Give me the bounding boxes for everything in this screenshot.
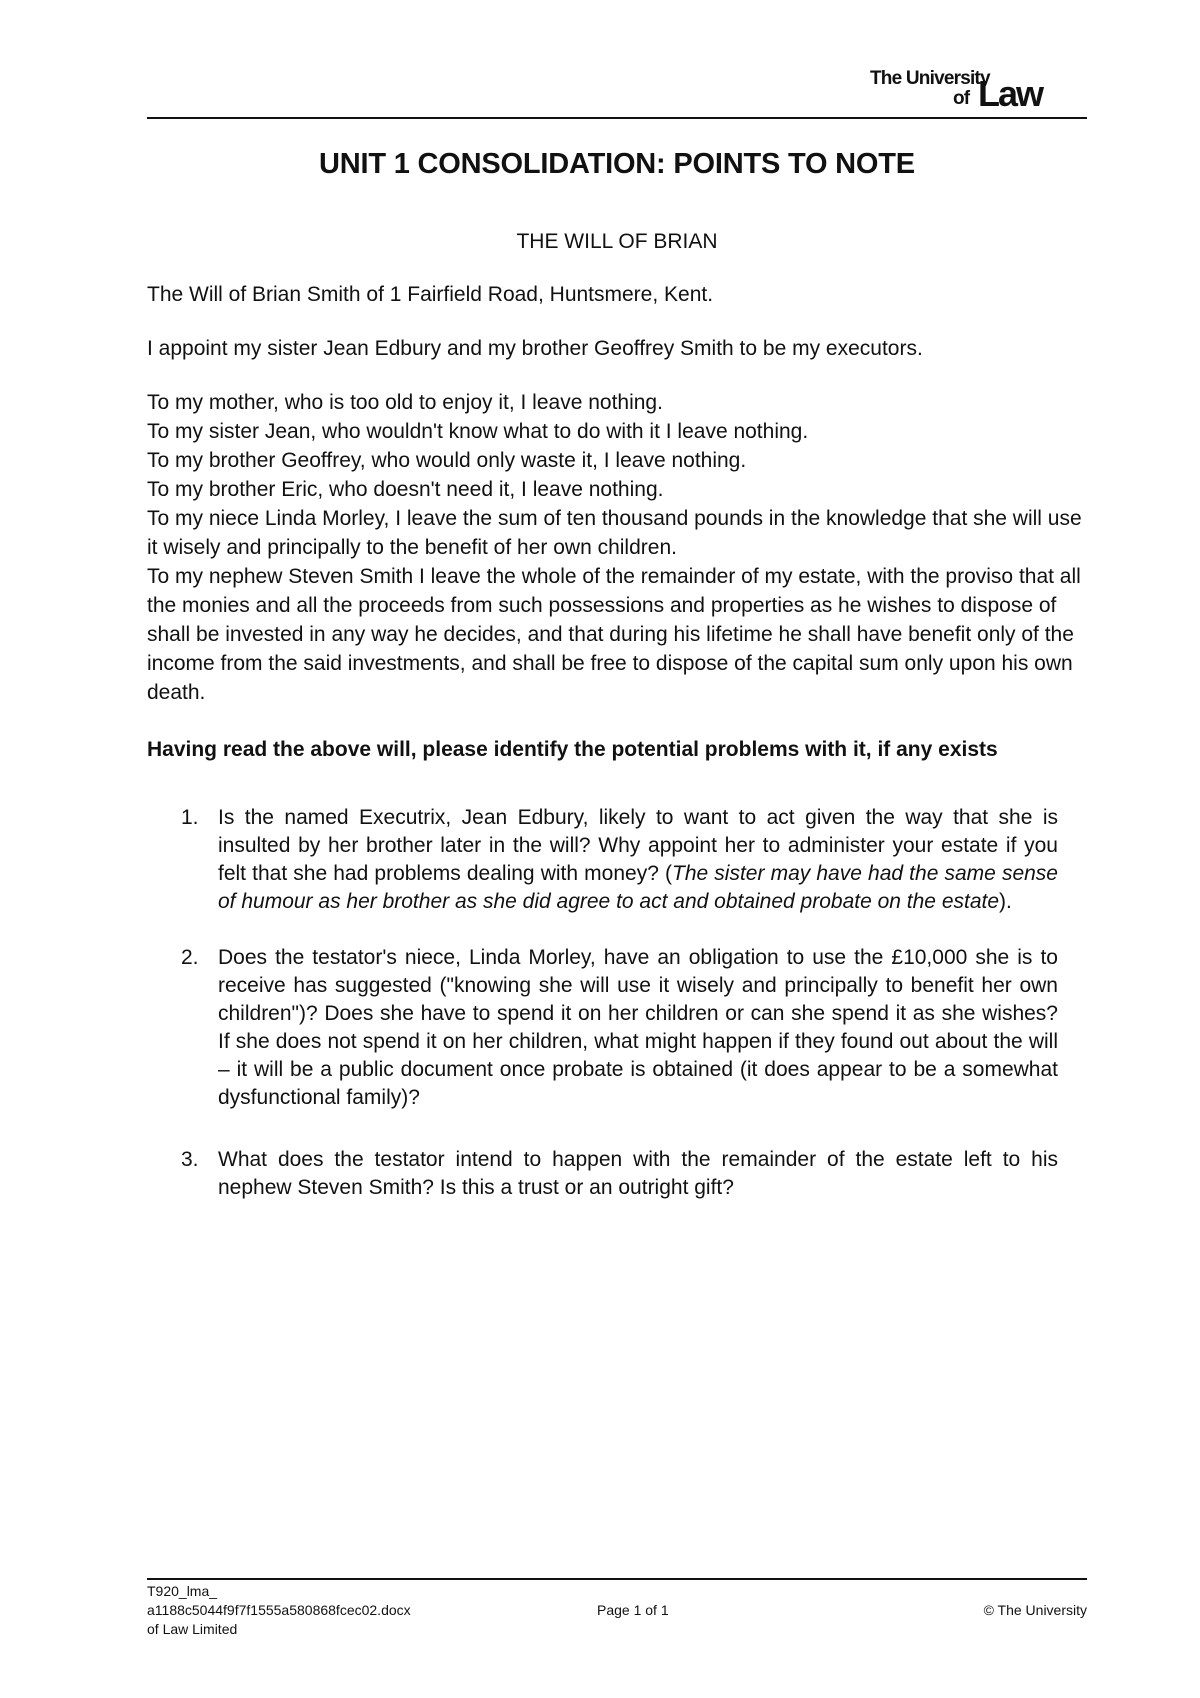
footer-copyright-line2: of Law Limited [147, 1621, 238, 1637]
point-italic-note: The sister may have had the same sense of humour as her brother as she did agree to act and obtained probate on the estate [218, 862, 1058, 913]
bequest-item: To my niece Linda Morley, I leave the sum of ten thousand pounds in the knowledge that she will use it wisely and principally to the benefit of her own children. [147, 507, 1082, 559]
will-bequests [147, 388, 1087, 707]
bequest-item: To my nephew Steven Smith I leave the whole of the remainder of my estate, with the proviso that all the monies and all the proceeds from such possessions and properties as he wishes to dispose of shall be invested in any way he decides, and that during his lifetime he shall have benefit only of the income from the said investments, and shall be free to dispose of the capital sum only upon his own death. [147, 565, 1081, 704]
bequest-item: To my mother, who is too old to enjoy it, I leave nothing. [147, 391, 663, 414]
bequest-item: To my brother Geoffrey, who would only waste it, I leave nothing. [147, 449, 747, 472]
bequest-item: To my sister Jean, who wouldn't know what to do with it I leave nothing. [147, 420, 809, 443]
point-number: 1. [181, 806, 199, 829]
will-executors: I appoint my sister Jean Edbury and my brother Geoffrey Smith to be my executors. [147, 337, 923, 360]
page-title: UNIT 1 CONSOLIDATION: POINTS TO NOTE [319, 148, 915, 180]
footer-divider [147, 1578, 1087, 1580]
header-divider [147, 117, 1087, 119]
point-text: Is the named Executrix, Jean Edbury, likely to want to act given the way that she is insulted by her brother later in the will? Why appoint her to administer your estate if you felt that she had problems dealing with money? ( [218, 806, 1058, 885]
point-number: 2. [181, 946, 199, 969]
points-list [147, 804, 1087, 1202]
point-item [147, 1146, 1058, 1202]
page-subtitle: THE WILL OF BRIAN [516, 230, 718, 253]
document-body [147, 140, 1087, 1230]
point-text: What does the testator intend to happen with the remainder of the estate left to his nephew Steven Smith? Is this a trust or an outright gift? [218, 1148, 1058, 1199]
question-heading: Having read the above will, please identify the potential problems with it, if any exists [147, 738, 998, 761]
will-address: The Will of Brian Smith of 1 Fairfield Road, Huntsmere, Kent. [147, 283, 714, 306]
logo-text-of: of [953, 88, 970, 109]
point-number: 3. [181, 1148, 199, 1171]
logo-text-law: Law [978, 73, 1043, 114]
footer-page-number: Page 1 of 1 [597, 1602, 669, 1618]
footer-document-ref: T920_lma_ a1188c5044f9f7f1555a580868fcec02.docx [147, 1583, 411, 1618]
logo-text-line1: The University [870, 68, 990, 89]
point-item [147, 944, 1058, 1112]
point-item [147, 804, 1058, 916]
footer-copyright: © The University [983, 1602, 1087, 1618]
university-of-law-logo [860, 64, 1075, 114]
bequest-item: To my brother Eric, who doesn't need it, I leave nothing. [147, 478, 664, 501]
point-text: Does the testator's niece, Linda Morley, have an obligation to use the £10,000 she is to receive has suggested ("knowing she will use it wisely and principally to benefit her own children")? Does she have to spend it on her children or can she spend it as she wishes? If she does not spend it on her children, what might happen if they found out about the will – it will be a public document once probate is obtained (it does appear to be a somewhat dysfunctional family)? [218, 946, 1058, 1109]
point-tail: ). [999, 890, 1012, 913]
